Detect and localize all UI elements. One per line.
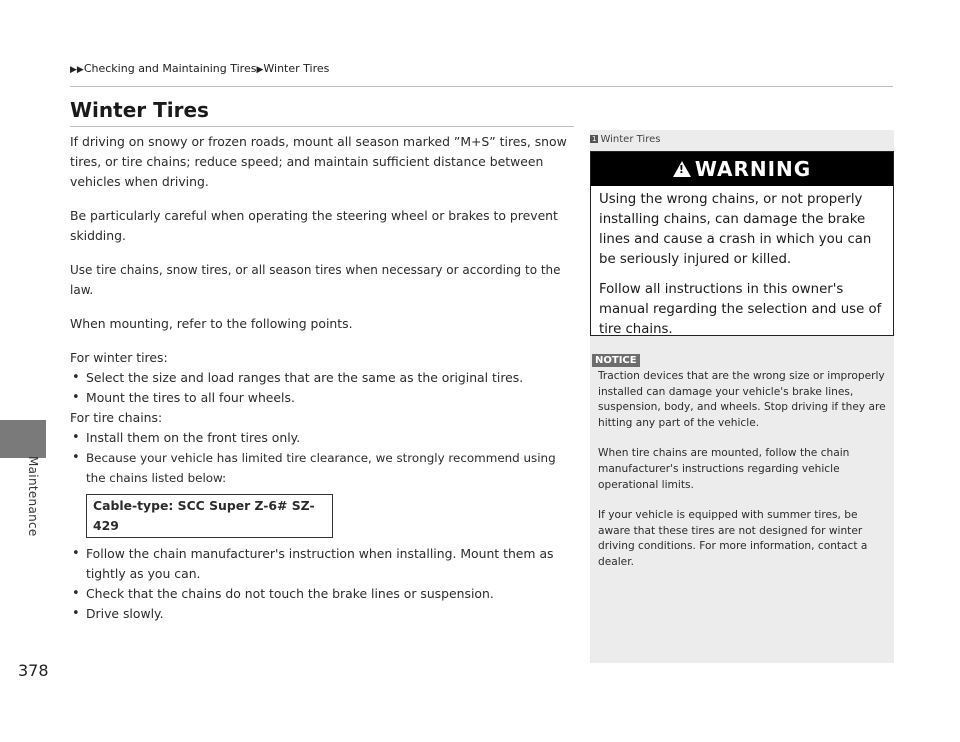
- bullet-icon: •: [72, 450, 80, 465]
- breadcrumb-item-winter-tires[interactable]: Winter Tires: [263, 62, 330, 75]
- warning-box: [590, 151, 894, 336]
- title-divider: [70, 126, 574, 127]
- paragraph-careful-steering: Be particularly careful when operating the steering wheel or brakes to prevent skidding.: [70, 208, 558, 243]
- list-item: • Check that the chains do not touch the brake lines or suspension.: [70, 584, 576, 604]
- breadcrumb-arrow-icon: ▶: [256, 65, 264, 75]
- warning-body: [591, 186, 893, 340]
- header-divider: [70, 86, 893, 87]
- section-tab-marker: [0, 420, 46, 458]
- list-item: • Install them on the front tires only.: [70, 428, 576, 448]
- warning-text: Using the wrong chains, or not properly installing chains, can damage the brake lines and cause a crash in which you can be seriously injured or killed.: [599, 192, 872, 267]
- notice-paragraph: If your vehicle is equipped with summer tires, be aware that these tires are not designed for winter driving conditions. For more information, contact a dealer.: [598, 509, 868, 568]
- section-tab-label: Maintenance: [26, 456, 40, 537]
- reference-number-badge: 1: [592, 135, 597, 143]
- bullet-icon: •: [72, 586, 80, 601]
- list-item: • Follow the chain manufacturer's instruction when installing. Mount them as tightly as you can.: [72, 546, 554, 581]
- page-number: 378: [18, 661, 49, 680]
- list-item: • Select the size and load ranges that are the same as the original tires.: [70, 368, 576, 388]
- bullet-icon: •: [72, 390, 80, 405]
- bullet-icon: •: [72, 546, 80, 561]
- sidebar-heading: 1 Winter Tires: [592, 134, 661, 145]
- page-title: Winter Tires: [70, 98, 209, 122]
- warning-header: [591, 152, 893, 186]
- tire-chains-heading: For tire chains:: [70, 410, 163, 425]
- winter-tires-list: [70, 368, 576, 408]
- notice-paragraph: Traction devices that are the wrong size or improperly installed can damage your vehicle's brake lines, suspension, body, and wheels. Stop driving if they are hitting any part of the vehicle.: [598, 370, 886, 429]
- warning-triangle-icon: [673, 161, 691, 177]
- breadcrumb: [70, 62, 329, 75]
- list-item: • Drive slowly.: [70, 604, 576, 624]
- list-item: • Mount the tires to all four wheels.: [70, 388, 576, 408]
- notice-paragraph: When tire chains are mounted, follow the chain manufacturer's instructions regarding vehicle operational limits.: [598, 447, 850, 491]
- bullet-icon: •: [72, 370, 80, 385]
- main-content: [70, 132, 576, 624]
- bullet-icon: •: [72, 606, 80, 621]
- warning-text: Follow all instructions in this owner's manual regarding the selection and use of tire chains.: [599, 282, 882, 337]
- paragraph-use-chains: Use tire chains, snow tires, or all season tires when necessary or according to the law.: [70, 263, 561, 297]
- paragraph-mounting: When mounting, refer to the following points.: [70, 316, 353, 331]
- notice-text: [598, 369, 890, 586]
- breadcrumb-arrow-icon: ▶▶: [70, 65, 84, 75]
- bullet-icon: •: [72, 430, 80, 445]
- winter-tires-heading: For winter tires:: [70, 350, 168, 365]
- notice-badge: NOTICE: [592, 354, 640, 367]
- cable-type-box: Cable-type: SCC Super Z-6# SZ-429: [86, 494, 333, 538]
- tire-chains-list: [70, 428, 576, 488]
- list-item: • Because your vehicle has limited tire clearance, we strongly recommend using the chains listed below:: [72, 450, 556, 485]
- warning-label: WARNING: [694, 157, 812, 181]
- breadcrumb-item-checking-tires[interactable]: Checking and Maintaining Tires: [83, 62, 257, 75]
- tire-chains-list-continued: [70, 544, 576, 624]
- paragraph-winter-driving: If driving on snowy or frozen roads, mount all season marked ”M+S” tires, snow tires, or tire chains; reduce speed; and maintain sufficient distance between vehicles when driving.: [70, 134, 567, 189]
